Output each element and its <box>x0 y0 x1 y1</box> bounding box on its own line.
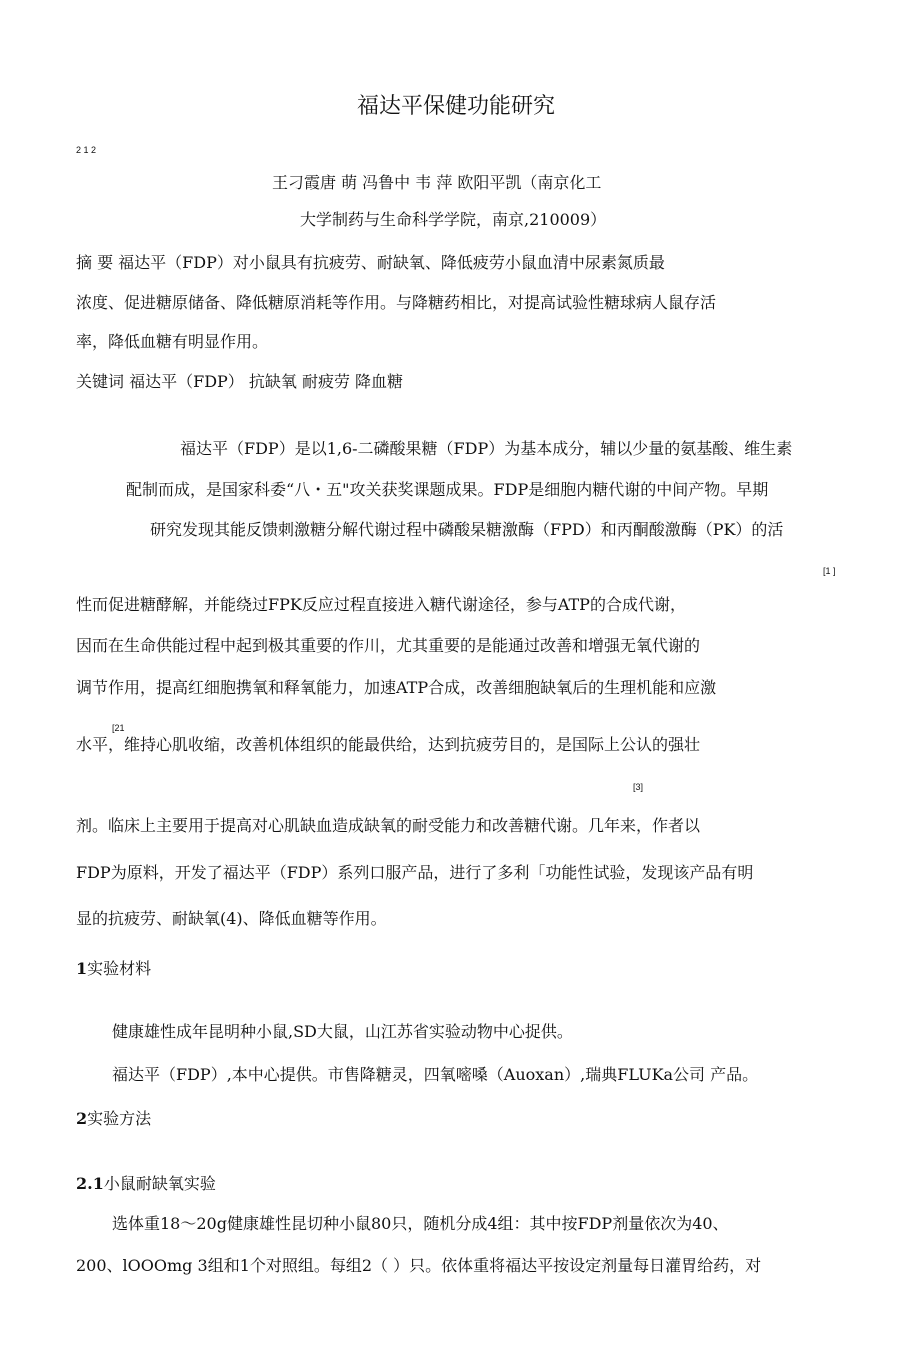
authors-line-1: 王刁霞唐 萌 冯鲁中 韦 萍 欧阳平凯（南京化工 <box>272 173 602 192</box>
subsection-heading-2-1 <box>76 1173 216 1195</box>
abstract-line-3: 率，降低血糖有明显作用。 <box>76 332 269 351</box>
reference-mark-3: [3] <box>633 782 644 792</box>
abstract-line-2: 浓度、促进糖原储备、降低糖原消耗等作用。与降糖药相比，对提高试验性糖球病人鼠存活 <box>76 293 717 312</box>
section-label: 小鼠耐缺氧实验 <box>103 1174 216 1193</box>
body-line-7: 显的抗疲劳、耐缺氧(4)、降低血糖等作用。 <box>76 909 387 928</box>
materials-line-1: 健康雄性成年昆明种小鼠,SD大鼠，山江苏省实验动物中心捉供。 <box>112 1022 573 1041</box>
section-label: 实验材料 <box>87 959 152 978</box>
methods-line-1: 选体重18～20g健康雄性昆切种小鼠80只，随机分成4组：其中按FDP剂量依次为40、 <box>112 1214 729 1233</box>
intro-line-3: 研究发现其能反馈刺激糖分解代谢过程中磷酸杲糖激酶（FPD）和丙酮酸激酶（PK）的活 <box>150 520 784 539</box>
body-line-6: FDP为原料，开发了福达平（FDP）系列口服产品，进行了多利「功能性试验，发现该产品有明 <box>76 863 754 882</box>
body-line-1: 性而促进糖酵解，并能绕过FPK反应过程直接进入糖代谢途径，参与ATP的合成代谢， <box>76 595 686 614</box>
intro-line-2: 配制而成，是国家科委“八・五"攻关获奖课题成果。FDP是细胞内糖代谢的中间产物。早期 <box>126 480 769 499</box>
section-number: 1 <box>76 959 88 978</box>
section-number: 2 <box>76 1109 88 1128</box>
abstract-line-1: 摘 要 福达平（FDP）对小鼠具有抗疲劳、耐缺氧、降低疲劳小鼠血清中尿素氮质最 <box>76 253 665 272</box>
materials-line-2: 福达平（FDP）,本中心提供。市售降糖灵，四氧嘧嗓（Auoxan）,瑞典FLUKa公司 产品。 <box>112 1065 759 1084</box>
body-line-4: 水平，维持心肌收缩，改善机体组织的能最供给，达到抗疲劳目的，是国际上公认的强壮 <box>76 735 701 754</box>
paper-title: 福达平保健功能研究 <box>357 94 556 119</box>
body-line-3: 调节作用，提高红细胞携氧和释氧能力，加速ATP合成，改善细胞缺氧后的生理机能和应激 <box>76 678 717 697</box>
body-line-5: 剂。临床上主要用于提高对心肌缺血造成缺氧的耐受能力和改善糖代谢。几年来，作者以 <box>76 816 701 835</box>
section-number: 2.1 <box>76 1174 104 1193</box>
reference-mark-1: [1 ] <box>823 566 836 576</box>
section-label: 实验方法 <box>87 1109 152 1128</box>
section-heading-1 <box>76 958 151 980</box>
keywords: 关键词 福达平（FDP） 抗缺氧 耐疲劳 降血糖 <box>76 372 404 391</box>
reference-mark-2: [21 <box>112 723 125 733</box>
affiliation-marks: 2 1 2 <box>76 145 97 155</box>
intro-line-1: 福达平（FDP）是以1,6-二磷酸果糖（FDP）为基本成分，辅以少量的氨基酸、维生素 <box>180 439 793 458</box>
section-heading-2 <box>76 1108 151 1130</box>
methods-line-2: 200、lOOOmg 3组和1个对照组。每组2（ ）只。依体重将福达平按设定剂量每日灌胃给药，对 <box>76 1256 762 1275</box>
authors-line-2: 大学制药与生命科学学院，南京,210009） <box>300 210 607 229</box>
body-line-2: 因而在生命供能过程中起到极其重要的作川，尤其重要的是能通过改善和增强无氧代谢的 <box>76 636 701 655</box>
